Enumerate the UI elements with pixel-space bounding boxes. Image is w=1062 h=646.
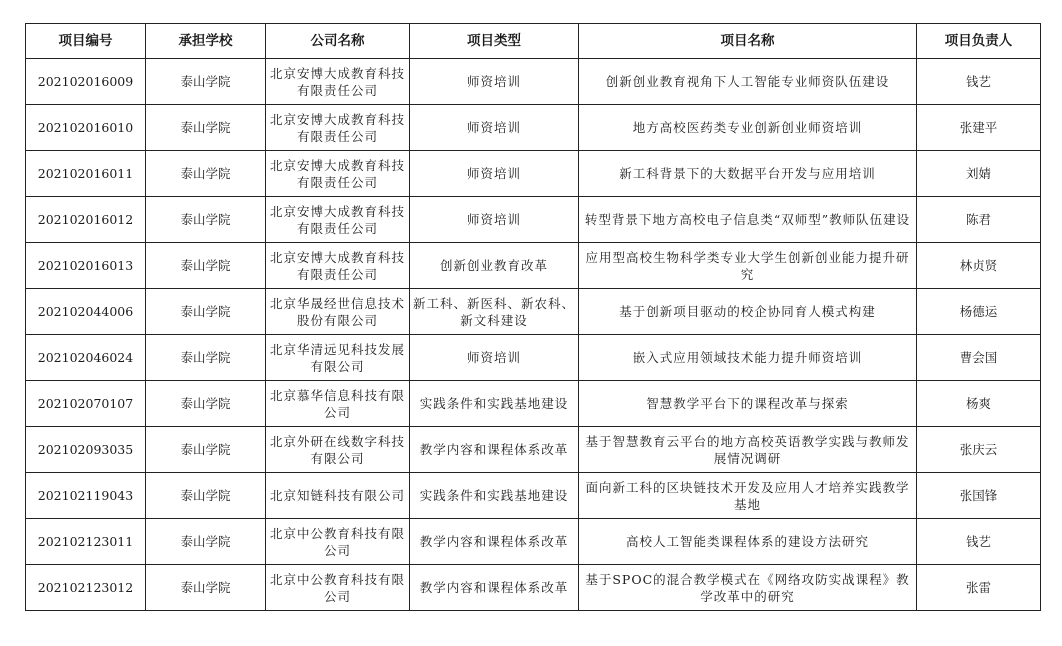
cell-project-name: 基于SPOC的混合教学模式在《网络攻防实战课程》教学改革中的研究 <box>579 565 917 611</box>
cell-school: 泰山学院 <box>146 427 266 473</box>
cell-project-type: 师资培训 <box>410 105 579 151</box>
cell-school: 泰山学院 <box>146 197 266 243</box>
cell-school: 泰山学院 <box>146 243 266 289</box>
cell-company: 北京华清远见科技发展有限公司 <box>266 335 410 381</box>
cell-school: 泰山学院 <box>146 289 266 335</box>
cell-project-lead: 刘婧 <box>917 151 1041 197</box>
table-row <box>26 473 1041 519</box>
cell-company: 北京外研在线数字科技有限公司 <box>266 427 410 473</box>
table-row <box>26 335 1041 381</box>
cell-project-id: 202102016009 <box>26 59 146 105</box>
cell-project-name: 面向新工科的区块链技术开发及应用人才培养实践教学基地 <box>579 473 917 519</box>
cell-company: 北京华晟经世信息技术股份有限公司 <box>266 289 410 335</box>
cell-company: 北京安博大成教育科技有限责任公司 <box>266 151 410 197</box>
cell-project-id: 202102016013 <box>26 243 146 289</box>
cell-project-type: 教学内容和课程体系改革 <box>410 565 579 611</box>
cell-company: 北京知链科技有限公司 <box>266 473 410 519</box>
header-project-name: 项目名称 <box>579 24 917 59</box>
cell-project-type: 实践条件和实践基地建设 <box>410 473 579 519</box>
cell-project-lead: 张雷 <box>917 565 1041 611</box>
cell-project-type: 师资培训 <box>410 197 579 243</box>
cell-school: 泰山学院 <box>146 335 266 381</box>
cell-project-id: 202102070107 <box>26 381 146 427</box>
cell-school: 泰山学院 <box>146 105 266 151</box>
cell-company: 北京中公教育科技有限公司 <box>266 565 410 611</box>
cell-company: 北京慕华信息科技有限公司 <box>266 381 410 427</box>
cell-company: 北京安博大成教育科技有限责任公司 <box>266 197 410 243</box>
cell-company: 北京安博大成教育科技有限责任公司 <box>266 243 410 289</box>
table-row <box>26 243 1041 289</box>
header-company: 公司名称 <box>266 24 410 59</box>
cell-project-name: 创新创业教育视角下人工智能专业师资队伍建设 <box>579 59 917 105</box>
cell-project-id: 202102046024 <box>26 335 146 381</box>
cell-project-lead: 杨爽 <box>917 381 1041 427</box>
cell-project-id: 202102119043 <box>26 473 146 519</box>
header-school: 承担学校 <box>146 24 266 59</box>
cell-project-name: 应用型高校生物科学类专业大学生创新创业能力提升研究 <box>579 243 917 289</box>
cell-project-name: 基于智慧教育云平台的地方高校英语教学实践与教师发展情况调研 <box>579 427 917 473</box>
cell-project-name: 转型背景下地方高校电子信息类“双师型”教师队伍建设 <box>579 197 917 243</box>
cell-project-type: 师资培训 <box>410 59 579 105</box>
cell-company: 北京安博大成教育科技有限责任公司 <box>266 59 410 105</box>
header-row <box>26 24 1041 59</box>
cell-project-id: 202102093035 <box>26 427 146 473</box>
table-row <box>26 381 1041 427</box>
cell-project-lead: 陈君 <box>917 197 1041 243</box>
table-row <box>26 105 1041 151</box>
cell-project-type: 教学内容和课程体系改革 <box>410 427 579 473</box>
cell-project-type: 实践条件和实践基地建设 <box>410 381 579 427</box>
table-row <box>26 197 1041 243</box>
cell-project-type: 师资培训 <box>410 335 579 381</box>
project-table <box>25 23 1041 611</box>
cell-school: 泰山学院 <box>146 59 266 105</box>
table-row <box>26 289 1041 335</box>
cell-school: 泰山学院 <box>146 519 266 565</box>
cell-school: 泰山学院 <box>146 381 266 427</box>
cell-project-name: 高校人工智能类课程体系的建设方法研究 <box>579 519 917 565</box>
cell-project-lead: 张国锋 <box>917 473 1041 519</box>
header-project-type: 项目类型 <box>410 24 579 59</box>
table-row <box>26 519 1041 565</box>
cell-project-id: 202102016012 <box>26 197 146 243</box>
cell-school: 泰山学院 <box>146 151 266 197</box>
cell-project-lead: 张建平 <box>917 105 1041 151</box>
cell-school: 泰山学院 <box>146 473 266 519</box>
cell-project-lead: 杨德运 <box>917 289 1041 335</box>
cell-company: 北京安博大成教育科技有限责任公司 <box>266 105 410 151</box>
cell-project-id: 202102123012 <box>26 565 146 611</box>
cell-project-name: 新工科背景下的大数据平台开发与应用培训 <box>579 151 917 197</box>
cell-project-id: 202102016010 <box>26 105 146 151</box>
cell-project-lead: 钱艺 <box>917 519 1041 565</box>
cell-project-id: 202102016011 <box>26 151 146 197</box>
cell-project-name: 嵌入式应用领域技术能力提升师资培训 <box>579 335 917 381</box>
cell-project-type: 创新创业教育改革 <box>410 243 579 289</box>
table-row <box>26 151 1041 197</box>
cell-project-type: 新工科、新医科、新农科、新文科建设 <box>410 289 579 335</box>
cell-project-name: 地方高校医药类专业创新创业师资培训 <box>579 105 917 151</box>
cell-project-lead: 钱艺 <box>917 59 1041 105</box>
cell-project-lead: 张庆云 <box>917 427 1041 473</box>
table-row <box>26 427 1041 473</box>
cell-project-type: 教学内容和课程体系改革 <box>410 519 579 565</box>
cell-school: 泰山学院 <box>146 565 266 611</box>
table-row <box>26 59 1041 105</box>
cell-project-id: 202102123011 <box>26 519 146 565</box>
cell-project-id: 202102044006 <box>26 289 146 335</box>
table-row <box>26 565 1041 611</box>
header-project-id: 项目编号 <box>26 24 146 59</box>
header-project-lead: 项目负责人 <box>917 24 1041 59</box>
cell-project-name: 智慧教学平台下的课程改革与探索 <box>579 381 917 427</box>
cell-project-lead: 林贞贤 <box>917 243 1041 289</box>
cell-project-name: 基于创新项目驱动的校企协同育人模式构建 <box>579 289 917 335</box>
cell-project-type: 师资培训 <box>410 151 579 197</box>
cell-company: 北京中公教育科技有限公司 <box>266 519 410 565</box>
cell-project-lead: 曹会国 <box>917 335 1041 381</box>
